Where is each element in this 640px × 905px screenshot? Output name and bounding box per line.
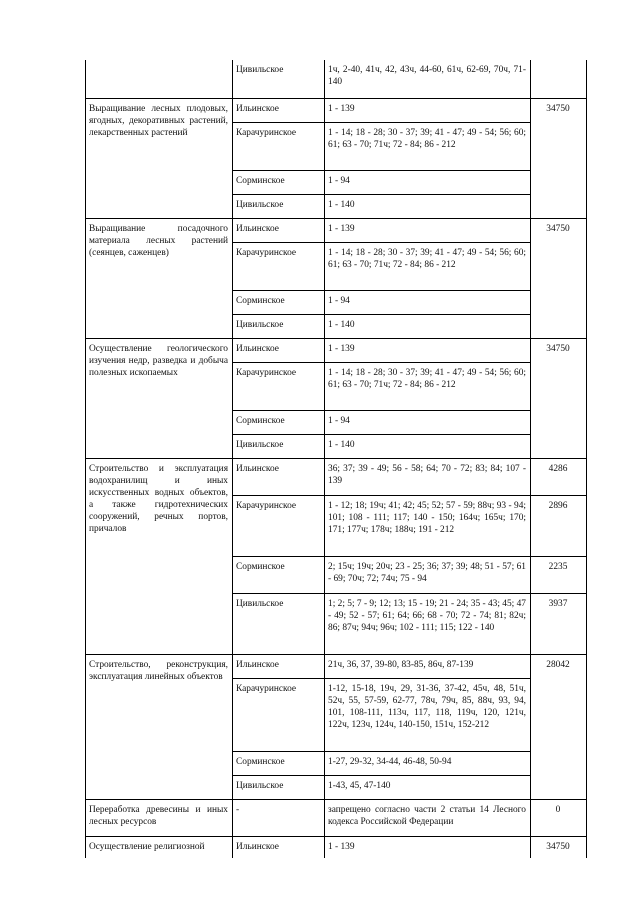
quarters-cell: запрещено согласно части 2 статьи 14 Лесного кодекса Российской Федерации: [325, 799, 531, 836]
forestry-cell: Цивильское: [233, 434, 325, 458]
area-cell: 2896: [531, 495, 587, 556]
forestry-cell: Ильинское: [233, 458, 325, 495]
forestry-cell: Ильинское: [233, 836, 325, 858]
activity-cell: Осуществление геологического изучения недр, разведка и добыча полезных ископаемых: [86, 338, 233, 458]
quarters-cell: 1 - 139: [325, 218, 531, 242]
forestry-cell: Сорминское: [233, 751, 325, 775]
area-cell: 34750: [531, 98, 587, 218]
activity-cell: Выращивание посадочного материала лесных растений (сеянцев, саженцев): [86, 218, 233, 338]
quarters-cell: 1ч, 2-40, 41ч, 42, 43ч, 44-60, 61ч, 62-69, 70ч, 71-140: [325, 60, 531, 98]
area-cell: 28042: [531, 654, 587, 799]
quarters-cell: 21ч, 36, 37, 39-80, 83-85, 86ч, 87-139: [325, 654, 531, 678]
forestry-cell: Ильинское: [233, 98, 325, 122]
quarters-cell: 1 - 139: [325, 338, 531, 362]
quarters-cell: 1 - 140: [325, 314, 531, 338]
area-cell: [531, 60, 587, 98]
forestry-cell: Ильинское: [233, 654, 325, 678]
table-row: [86, 458, 587, 495]
forestry-cell: Цивильское: [233, 593, 325, 654]
activity-cell: Переработка древесины и иных лесных ресурсов: [86, 799, 233, 836]
quarters-cell: 1 - 140: [325, 434, 531, 458]
activity-cell: Строительство и эксплуатация водохранилищ и иных искусственных водных объектов, а также гидротехнических сооружений, речных портов, причалов: [86, 458, 233, 654]
table-row: [86, 338, 587, 362]
activity-cell: Осуществление религиозной: [86, 836, 233, 858]
activity-cell: Выращивание лесных плодовых, ягодных, декоративных растений, лекарственных растений: [86, 98, 233, 218]
table-body: [86, 60, 587, 858]
table-row: [86, 218, 587, 242]
quarters-cell: 1 - 139: [325, 836, 531, 858]
area-cell: 0: [531, 799, 587, 836]
forestry-cell: Ильинское: [233, 338, 325, 362]
table-row: [86, 654, 587, 678]
table-row: [86, 799, 587, 836]
quarters-cell: 1-27, 29-32, 34-44, 46-48, 50-94: [325, 751, 531, 775]
area-cell: 34750: [531, 338, 587, 458]
area-cell: 4286: [531, 458, 587, 495]
forestry-cell: Сорминское: [233, 556, 325, 593]
quarters-cell: 1-12, 15-18, 19ч, 29, 31-36, 37-42, 45ч, 48, 51ч, 52ч, 55, 57-59, 62-77, 78ч, 79ч, 85, 88ч, 93, 94, 101, 108-111, 113ч, 117, 118, 119ч, 120, 121ч, 122ч, 123ч, 124ч, 140-150, 151ч, 152-212: [325, 678, 531, 751]
quarters-cell: 1 - 94: [325, 290, 531, 314]
forest-use-table: [85, 60, 587, 858]
quarters-cell: 1 - 94: [325, 170, 531, 194]
area-cell: 34750: [531, 218, 587, 338]
quarters-cell: 1 - 14; 18 - 28; 30 - 37; 39; 41 - 47; 49 - 54; 56; 60; 61; 63 - 70; 71ч; 72 - 84; 86 - 212: [325, 242, 531, 290]
table-row: [86, 98, 587, 122]
activity-cell: [86, 60, 233, 98]
forestry-cell: Цивильское: [233, 775, 325, 799]
forestry-cell: Сорминское: [233, 410, 325, 434]
quarters-cell: 36; 37; 39 - 49; 56 - 58; 64; 70 - 72; 83; 84; 107 - 139: [325, 458, 531, 495]
forestry-cell: Карачуринское: [233, 362, 325, 410]
forestry-cell: Ильинское: [233, 218, 325, 242]
forestry-cell: Цивильское: [233, 194, 325, 218]
area-cell: 2235: [531, 556, 587, 593]
forestry-cell: Цивильское: [233, 60, 325, 98]
quarters-cell: 1 - 14; 18 - 28; 30 - 37; 39; 41 - 47; 49 - 54; 56; 60; 61; 63 - 70; 71ч; 72 - 84; 86 - 212: [325, 362, 531, 410]
table-row: [86, 60, 587, 98]
forestry-cell: Карачуринское: [233, 495, 325, 556]
area-cell: 34750: [531, 836, 587, 858]
quarters-cell: 1; 2; 5; 7 - 9; 12; 13; 15 - 19; 21 - 24; 35 - 43; 45; 47 - 49; 52 - 57; 61; 64; 66; 68 - 70; 72 - 74; 81; 82ч; 86; 87ч; 94ч; 96ч; 102 - 111; 115; 122 - 140: [325, 593, 531, 654]
forestry-cell: Сорминское: [233, 170, 325, 194]
forestry-cell: Карачуринское: [233, 122, 325, 170]
table-row: [86, 836, 587, 858]
quarters-cell: 2; 15ч; 19ч; 20ч; 23 - 25; 36; 37; 39; 48; 51 - 57; 61 - 69; 70ч; 72; 74ч; 75 - 94: [325, 556, 531, 593]
quarters-cell: 1 - 12; 18; 19ч; 41; 42; 45; 52; 57 - 59; 88ч; 93 - 94; 101; 108 - 111; 117; 140 - 150; 164ч; 165ч; 170; 171; 177ч; 178ч; 188ч; 191 - 212: [325, 495, 531, 556]
forestry-cell: Сорминское: [233, 290, 325, 314]
area-cell: 3937: [531, 593, 587, 654]
activity-cell: Строительство, реконструкция, эксплуатация линейных объектов: [86, 654, 233, 799]
quarters-cell: 1 - 94: [325, 410, 531, 434]
forestry-cell: Карачуринское: [233, 242, 325, 290]
quarters-cell: 1 - 139: [325, 98, 531, 122]
forestry-cell: Цивильское: [233, 314, 325, 338]
quarters-cell: 1 - 140: [325, 194, 531, 218]
quarters-cell: 1-43, 45, 47-140: [325, 775, 531, 799]
forestry-cell: -: [233, 799, 325, 836]
forestry-cell: Карачуринское: [233, 678, 325, 751]
quarters-cell: 1 - 14; 18 - 28; 30 - 37; 39; 41 - 47; 49 - 54; 56; 60; 61; 63 - 70; 71ч; 72 - 84; 86 - 212: [325, 122, 531, 170]
